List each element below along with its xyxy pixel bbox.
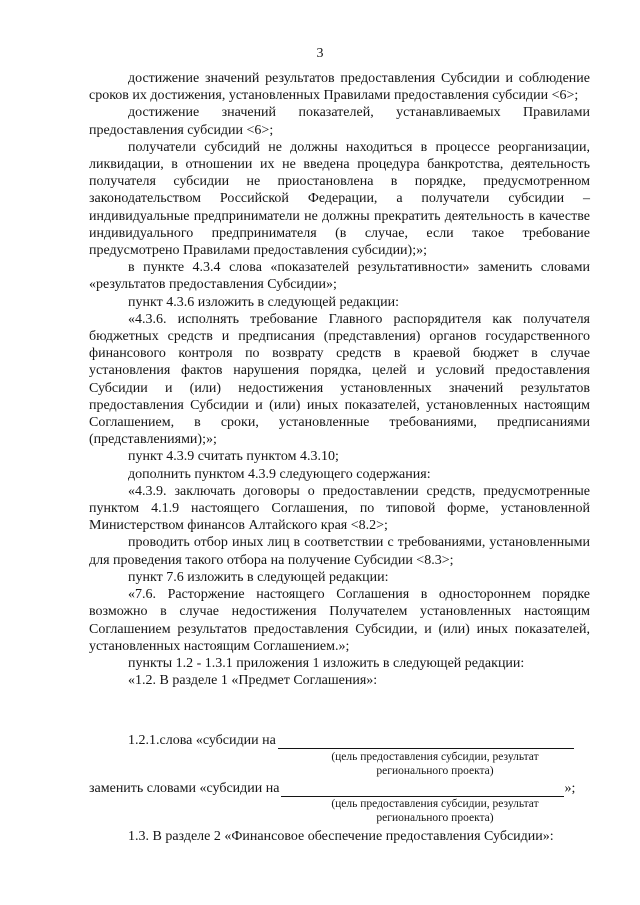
caption-line: регионального проекта): [376, 765, 494, 777]
paragraph: пункты 1.2 - 1.3.1 приложения 1 изложить в следующей редакции:: [128, 655, 525, 671]
paragraph: получатели субсидий не должны находиться в процессе реорганизации, ликвидации, в отношении их не введена процедура банкротства, деятельность получателя субсидии не приостановлена в порядке, предусмотренном законодательством Российской Федерации, а получатели субсидии – индивидуальные предприниматели не должны прекратить деятельность в качестве индивидуального предпринимателя (в случае, если такое требование предусмотрено Правилами предоставления субсидии);»;: [89, 139, 590, 259]
fill-line-1-caption: [300, 750, 570, 778]
paragraph: «4.3.9. заключать договоры о предоставлении средств, предусмотренные пунктом 4.1.9 настоящего Соглашения, по типовой форме, установленной Министерством финансов Алтайского края <8.2>;: [89, 483, 590, 534]
fill-line-2: [89, 781, 575, 797]
paragraph: «1.2. В разделе 1 «Предмет Соглашения»:: [128, 673, 378, 689]
paragraph: проводить отбор иных лиц в соответствии с требованиями, установленными для проведения такого отбора на получение Субсидии <8.3>;: [89, 535, 590, 568]
paragraph: достижение значений результатов предоставления Субсидии и соблюдение сроков их достижения, установленных Правилами предоставления субсидии <6>;: [89, 71, 590, 104]
paragraph: пункт 7.6 изложить в следующей редакции:: [128, 569, 389, 585]
caption-line: (цель предоставления субсидии, результат: [331, 751, 539, 763]
fill-line-1: [128, 733, 574, 749]
paragraph: в пункте 4.3.4 слова «показателей результативности» заменить словами «результатов предоставления Субсидии»;: [89, 260, 590, 293]
fill-line-1-prefix: 1.2.1.слова «субсидии на: [128, 733, 276, 748]
paragraph: «4.3.6. исполнять требование Главного распорядителя как получателя бюджетных средств и предписания (представления) органов государственного финансового контроля по возврату средств в краевой бюджет в случае установления фактов нарушения порядка, целей и условий предоставления Субсидии и (или) недостижения установленных значений результатов предоставления Субсидии и (или) иных показателей, установленных настоящим Соглашением, в сроки, установленные требованиями, предписаниями (представлениями);»;: [89, 311, 590, 448]
paragraph: пункт 4.3.6 изложить в следующей редакции:: [128, 294, 399, 310]
final-paragraph: 1.3. В разделе 2 «Финансовое обеспечение предоставления Субсидии»:: [128, 829, 554, 844]
fill-line-2-suffix: »;: [564, 781, 576, 796]
paragraph: «7.6. Расторжение настоящего Соглашения в одностороннем порядке возможно в случае недостижения Получателем установленных настоящим Соглашением результатов предоставления Субсидии, и (или) иных показателей, установленных настоящим Соглашением.»;: [89, 587, 590, 654]
fill-line-2-caption: [300, 797, 570, 825]
page-number: 3: [316, 46, 324, 61]
paragraph: достижение значений показателей, устанавливаемых Правилами предоставления субсидии <6>;: [89, 105, 590, 138]
fill-line-2-blank: [281, 782, 564, 797]
caption-line: (цель предоставления субсидии, результат: [331, 798, 539, 810]
fill-line-2-prefix: заменить словами «субсидии на: [89, 781, 280, 796]
document-body: [89, 70, 590, 689]
fill-line-1-blank: [278, 734, 574, 749]
paragraph: дополнить пунктом 4.3.9 следующего содержания:: [128, 466, 431, 482]
caption-line: регионального проекта): [376, 812, 494, 824]
paragraph: пункт 4.3.9 считать пунктом 4.3.10;: [128, 449, 339, 465]
